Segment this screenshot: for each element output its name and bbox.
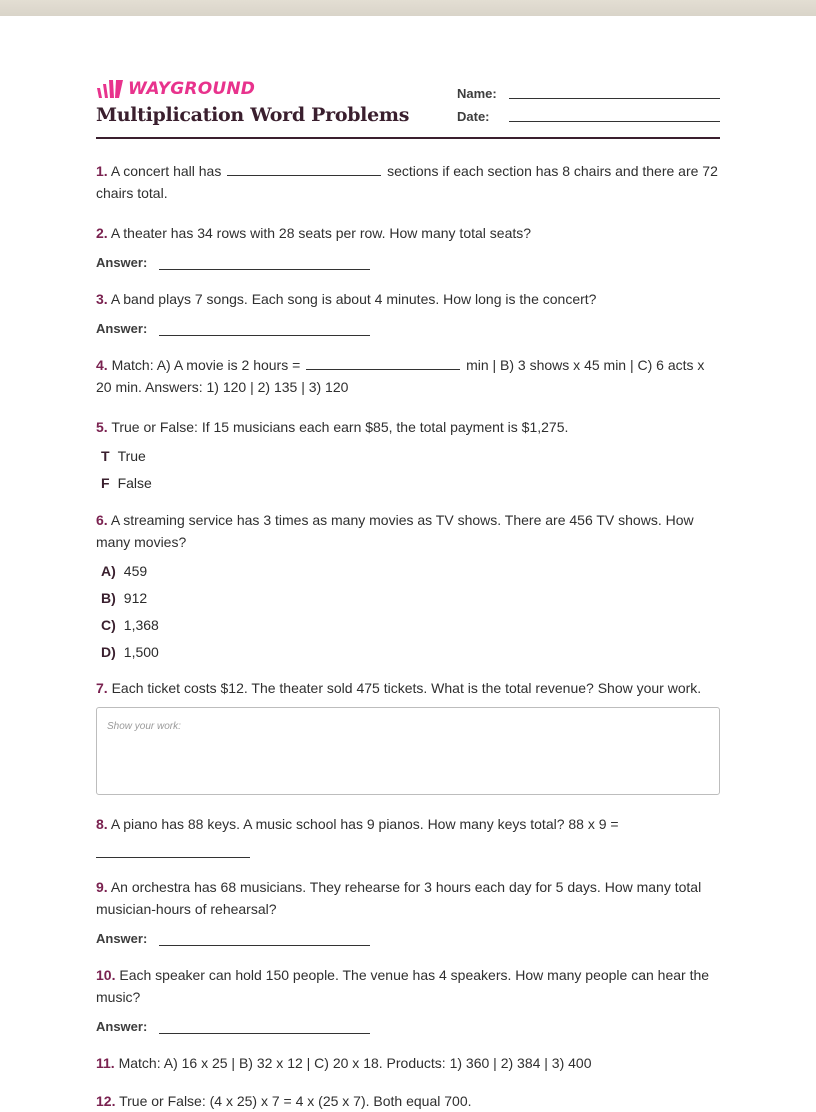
answer-field[interactable]: [159, 258, 370, 270]
answer-label: Answer:: [96, 321, 148, 336]
answer-blank[interactable]: [306, 356, 460, 370]
brand-name: WAYGROUND: [128, 79, 256, 99]
question-11: [96, 1052, 720, 1074]
option-letter: T: [101, 447, 110, 464]
option-text: True: [117, 447, 146, 464]
question-6: [96, 509, 720, 553]
question-text: A theater has 34 rows with 28 seats per row. How many total seats?: [110, 225, 532, 241]
question-number: 2.: [96, 225, 108, 241]
option-false[interactable]: [101, 469, 431, 496]
true-false-options: [96, 442, 720, 496]
question-12: [96, 1090, 720, 1112]
question-number: 8.: [96, 816, 108, 832]
answer-blank[interactable]: [96, 857, 250, 858]
answer-label: Answer:: [96, 1019, 148, 1034]
option-letter: B): [101, 589, 116, 606]
question-text: Each speaker can hold 150 people. The venue has 4 speakers. How many people can hear the music?: [96, 967, 710, 1005]
question-text: A band plays 7 songs. Each song is about 4 minutes. How long is the concert?: [110, 291, 597, 307]
option-letter: F: [101, 474, 110, 491]
answer-field[interactable]: [159, 934, 370, 946]
question-number: 10.: [96, 967, 116, 983]
question-8: [96, 813, 720, 835]
date-row: [457, 101, 720, 124]
name-label: Name:: [457, 86, 497, 101]
option-d[interactable]: [101, 638, 431, 665]
option-text: 1,500: [123, 643, 159, 660]
name-row: [457, 78, 720, 101]
option-true[interactable]: [101, 442, 431, 469]
answer-row: [96, 1014, 720, 1034]
wayground-logo-icon: [96, 79, 124, 99]
question-number: 1.: [96, 163, 108, 179]
answer-blank[interactable]: [227, 162, 381, 176]
question-number: 11.: [96, 1055, 115, 1071]
option-letter: C): [101, 616, 116, 633]
question-5: [96, 416, 720, 438]
option-a[interactable]: [101, 557, 431, 584]
answer-label: Answer:: [96, 931, 148, 946]
worksheet-header: [96, 78, 720, 139]
option-letter: A): [101, 562, 116, 579]
answer-label: Answer:: [96, 255, 148, 270]
question-3: [96, 288, 720, 310]
question-number: 4.: [96, 357, 108, 373]
question-2: [96, 222, 720, 244]
answer-row: [96, 250, 720, 270]
answer-row: [96, 316, 720, 336]
question-number: 7.: [96, 680, 108, 696]
question-number: 6.: [96, 512, 108, 528]
question-1: [96, 160, 720, 204]
question-text: Match: A) A movie is 2 hours =: [111, 357, 301, 373]
question-text: Each ticket costs $12. The theater sold 475 tickets. What is the total revenue? Show your work.: [111, 680, 702, 696]
work-placeholder: Show your work:: [107, 721, 181, 732]
date-label: Date:: [457, 109, 490, 124]
answer-field[interactable]: [159, 324, 370, 336]
question-text: A streaming service has 3 times as many movies as TV shows. There are 456 TV shows. How many movies?: [96, 512, 694, 550]
question-text: An orchestra has 68 musicians. They rehearse for 3 hours each day for 5 days. How many total musician-hours of rehearsal?: [96, 879, 702, 917]
question-9: [96, 876, 720, 920]
student-info: [457, 78, 720, 124]
page-title: Multiplication Word Problems: [96, 104, 410, 126]
question-text: A concert hall has: [110, 163, 222, 179]
option-c[interactable]: [101, 611, 431, 638]
option-b[interactable]: [101, 584, 431, 611]
worksheet: [96, 78, 720, 1112]
top-edge-bar: [0, 0, 816, 16]
question-10: [96, 964, 720, 1008]
question-number: 9.: [96, 879, 108, 895]
name-field[interactable]: [509, 85, 720, 99]
multiple-choice-options: [96, 557, 720, 665]
question-4: [96, 354, 720, 398]
question-number: 3.: [96, 291, 108, 307]
question-text: Match: A) 16 x 25 | B) 32 x 12 | C) 20 x 18. Products: 1) 360 | 2) 384 | 3) 400: [118, 1055, 592, 1071]
option-text: 459: [123, 562, 148, 579]
question-text: sections if each section has 8 chairs and there are 72 chairs total.: [96, 163, 718, 201]
option-letter: D): [101, 643, 116, 660]
show-work-box[interactable]: [96, 707, 720, 795]
date-field[interactable]: [509, 108, 720, 122]
brand-logo: [96, 78, 255, 100]
question-text: True or False: (4 x 25) x 7 = 4 x (25 x 7). Both equal 700.: [119, 1093, 472, 1109]
answer-row: [96, 926, 720, 946]
option-text: 1,368: [123, 616, 159, 633]
question-7: [96, 677, 720, 699]
question-number: 12.: [96, 1093, 116, 1109]
answer-field[interactable]: [159, 1022, 370, 1034]
question-text: min | B) 3 shows x 45 min | C) 6 acts x 20 min. Answers: 1) 120 | 2) 135 | 3) 120: [96, 357, 705, 395]
question-number: 5.: [96, 419, 108, 435]
question-text: A piano has 88 keys. A music school has 9 pianos. How many keys total? 88 x 9 =: [110, 816, 619, 832]
question-text: True or False: If 15 musicians each earn $85, the total payment is $1,275.: [111, 419, 569, 435]
option-text: 912: [123, 589, 148, 606]
option-text: False: [117, 474, 152, 491]
